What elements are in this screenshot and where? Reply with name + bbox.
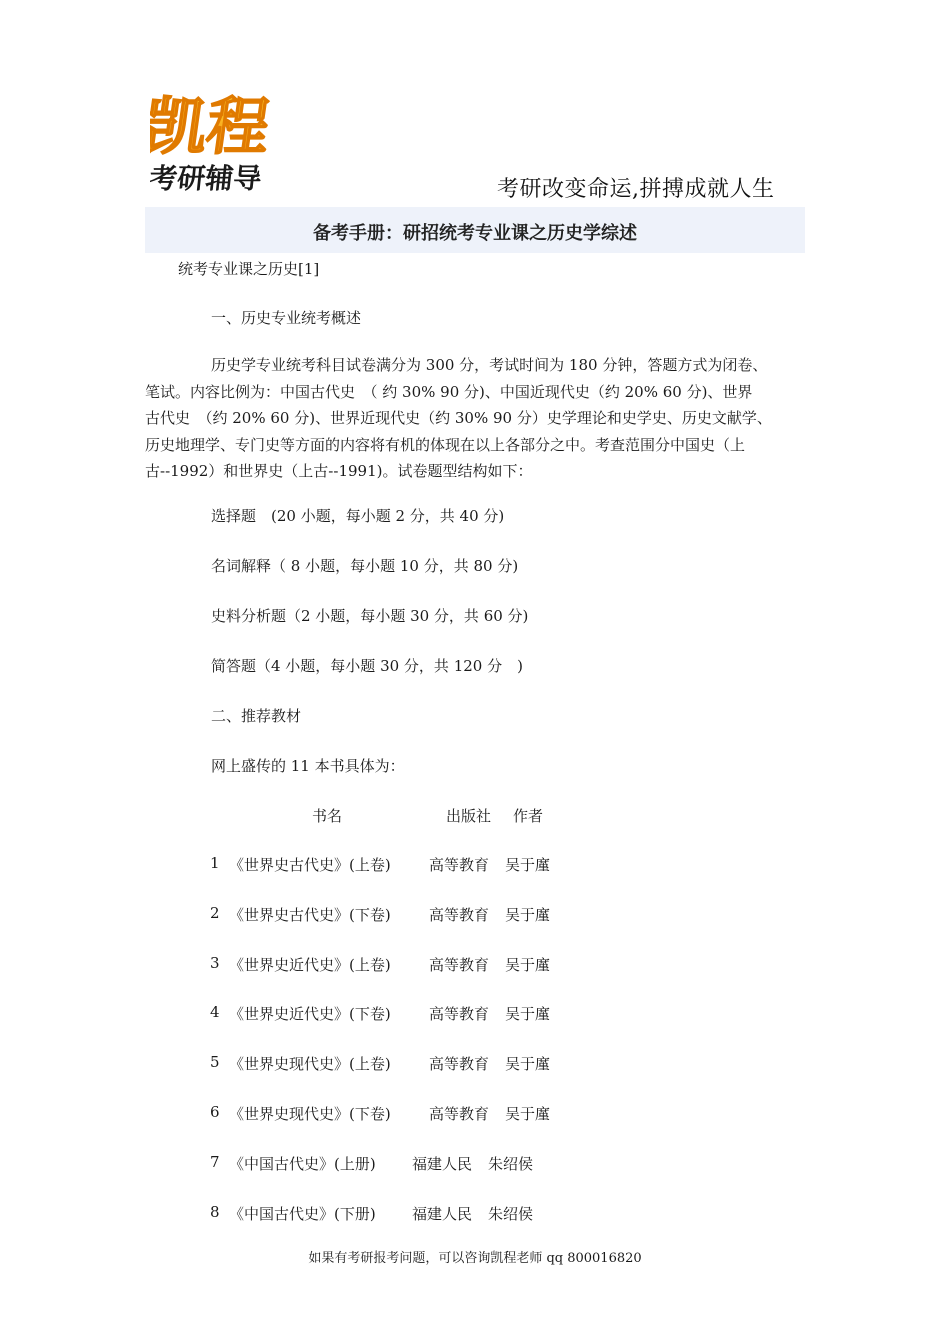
book-title: 《世界史现代史》(上卷) [229,1055,391,1074]
book-author: 吴于廑 [505,856,551,874]
book-number: 6 [210,1103,220,1121]
book-number: 4 [210,1003,220,1022]
book-number: 5 [210,1053,220,1072]
book-author: 吴于廑 [505,1105,551,1123]
subtitle: 统考专业课之历史[1] [178,260,320,278]
book-publisher: 高等教育 [429,955,490,974]
book-number: 2 [210,903,220,922]
book-title: 《世界史古代史》(下卷) [229,905,391,924]
book-publisher: 高等教育 [429,1055,490,1074]
book-title: 《世界史近代史》(上卷) [229,955,391,974]
book-publisher: 高等教育 [429,905,490,924]
books-intro: 网上盛传的 11 本书具体为： [211,757,405,775]
book-number: 8 [210,1202,220,1221]
book-publisher: 高等教育 [429,856,490,874]
book-author: 吴于廑 [505,1005,551,1024]
intro-line: 古代史 （约 20% 60 分)、世界近现代史（约 30% 90 分）史学理论和史学史、历史文献学、 [145,409,772,427]
column-header-author: 作者 [513,807,544,825]
book-publisher: 高等教育 [429,1105,490,1123]
book-title: 《世界史现代史》(下卷) [229,1105,391,1123]
slogan: 考研改变命运,拼搏成就人生 [497,177,775,202]
book-publisher: 福建人民 [412,1154,473,1173]
book-author: 吴于廑 [505,1055,551,1074]
question-type-short-answer: 简答题（4 小题，每小题 30 分，共 120 分 ) [211,657,523,675]
column-header-publisher: 出版社 [446,807,492,825]
intro-line: 历史学专业统考科目试卷满分为 300 分，考试时间为 180 分钟，答题方式为闭卷、 [211,356,768,374]
book-publisher: 高等教育 [429,1005,490,1024]
book-publisher: 福建人民 [412,1204,473,1223]
book-number: 3 [210,953,220,972]
section-heading-textbooks: 二、推荐教材 [211,707,302,725]
intro-line: 历史地理学、专门史等方面的内容将有机的体现在以上各部分之中。考查范围分中国史（上 [145,435,746,454]
book-number: 1 [210,854,220,872]
book-number: 7 [210,1152,220,1171]
question-type-terms: 名词解释（ 8 小题，每小题 10 分，共 80 分) [211,557,519,575]
book-title: 《世界史古代史》(上卷) [229,856,391,874]
question-type-source-analysis: 史料分析题（2 小题，每小题 30 分，共 60 分) [211,607,529,625]
question-type-choice: 选择题 (20 小题，每小题 2 分，共 40 分) [211,507,505,525]
column-header-title: 书名 [312,807,343,825]
footer-contact: 如果有考研报考问题，可以咨询凯程老师 qq 800016820 [308,1251,642,1266]
book-author: 朱绍侯 [488,1154,534,1173]
book-author: 吴于廑 [505,905,551,924]
section-heading-overview: 一、历史专业统考概述 [211,309,362,327]
book-author: 吴于廑 [505,955,551,974]
book-author: 朱绍侯 [488,1204,534,1223]
book-title: 《中国古代史》(下册) [229,1204,376,1223]
title-banner [145,207,805,253]
kaicheng-logo [150,78,300,198]
svg-text:凯程: 凯程 [150,90,275,163]
book-title: 《世界史近代史》(下卷) [229,1005,391,1024]
book-title: 《中国古代史》(上册) [229,1154,376,1173]
intro-paragraph [145,352,807,485]
svg-text:考研辅导: 考研辅导 [150,162,264,195]
intro-line: 笔试。内容比例为：中国古代史 （ 约 30% 90 分)、中国近现代史（约 20% 60 分)、世界 [145,382,753,401]
intro-line: 古--1992）和世界史（上古--1991)。试卷题型结构如下： [145,462,533,480]
document-title: 备考手册：研招统考专业课之历史学综述 [313,223,637,244]
